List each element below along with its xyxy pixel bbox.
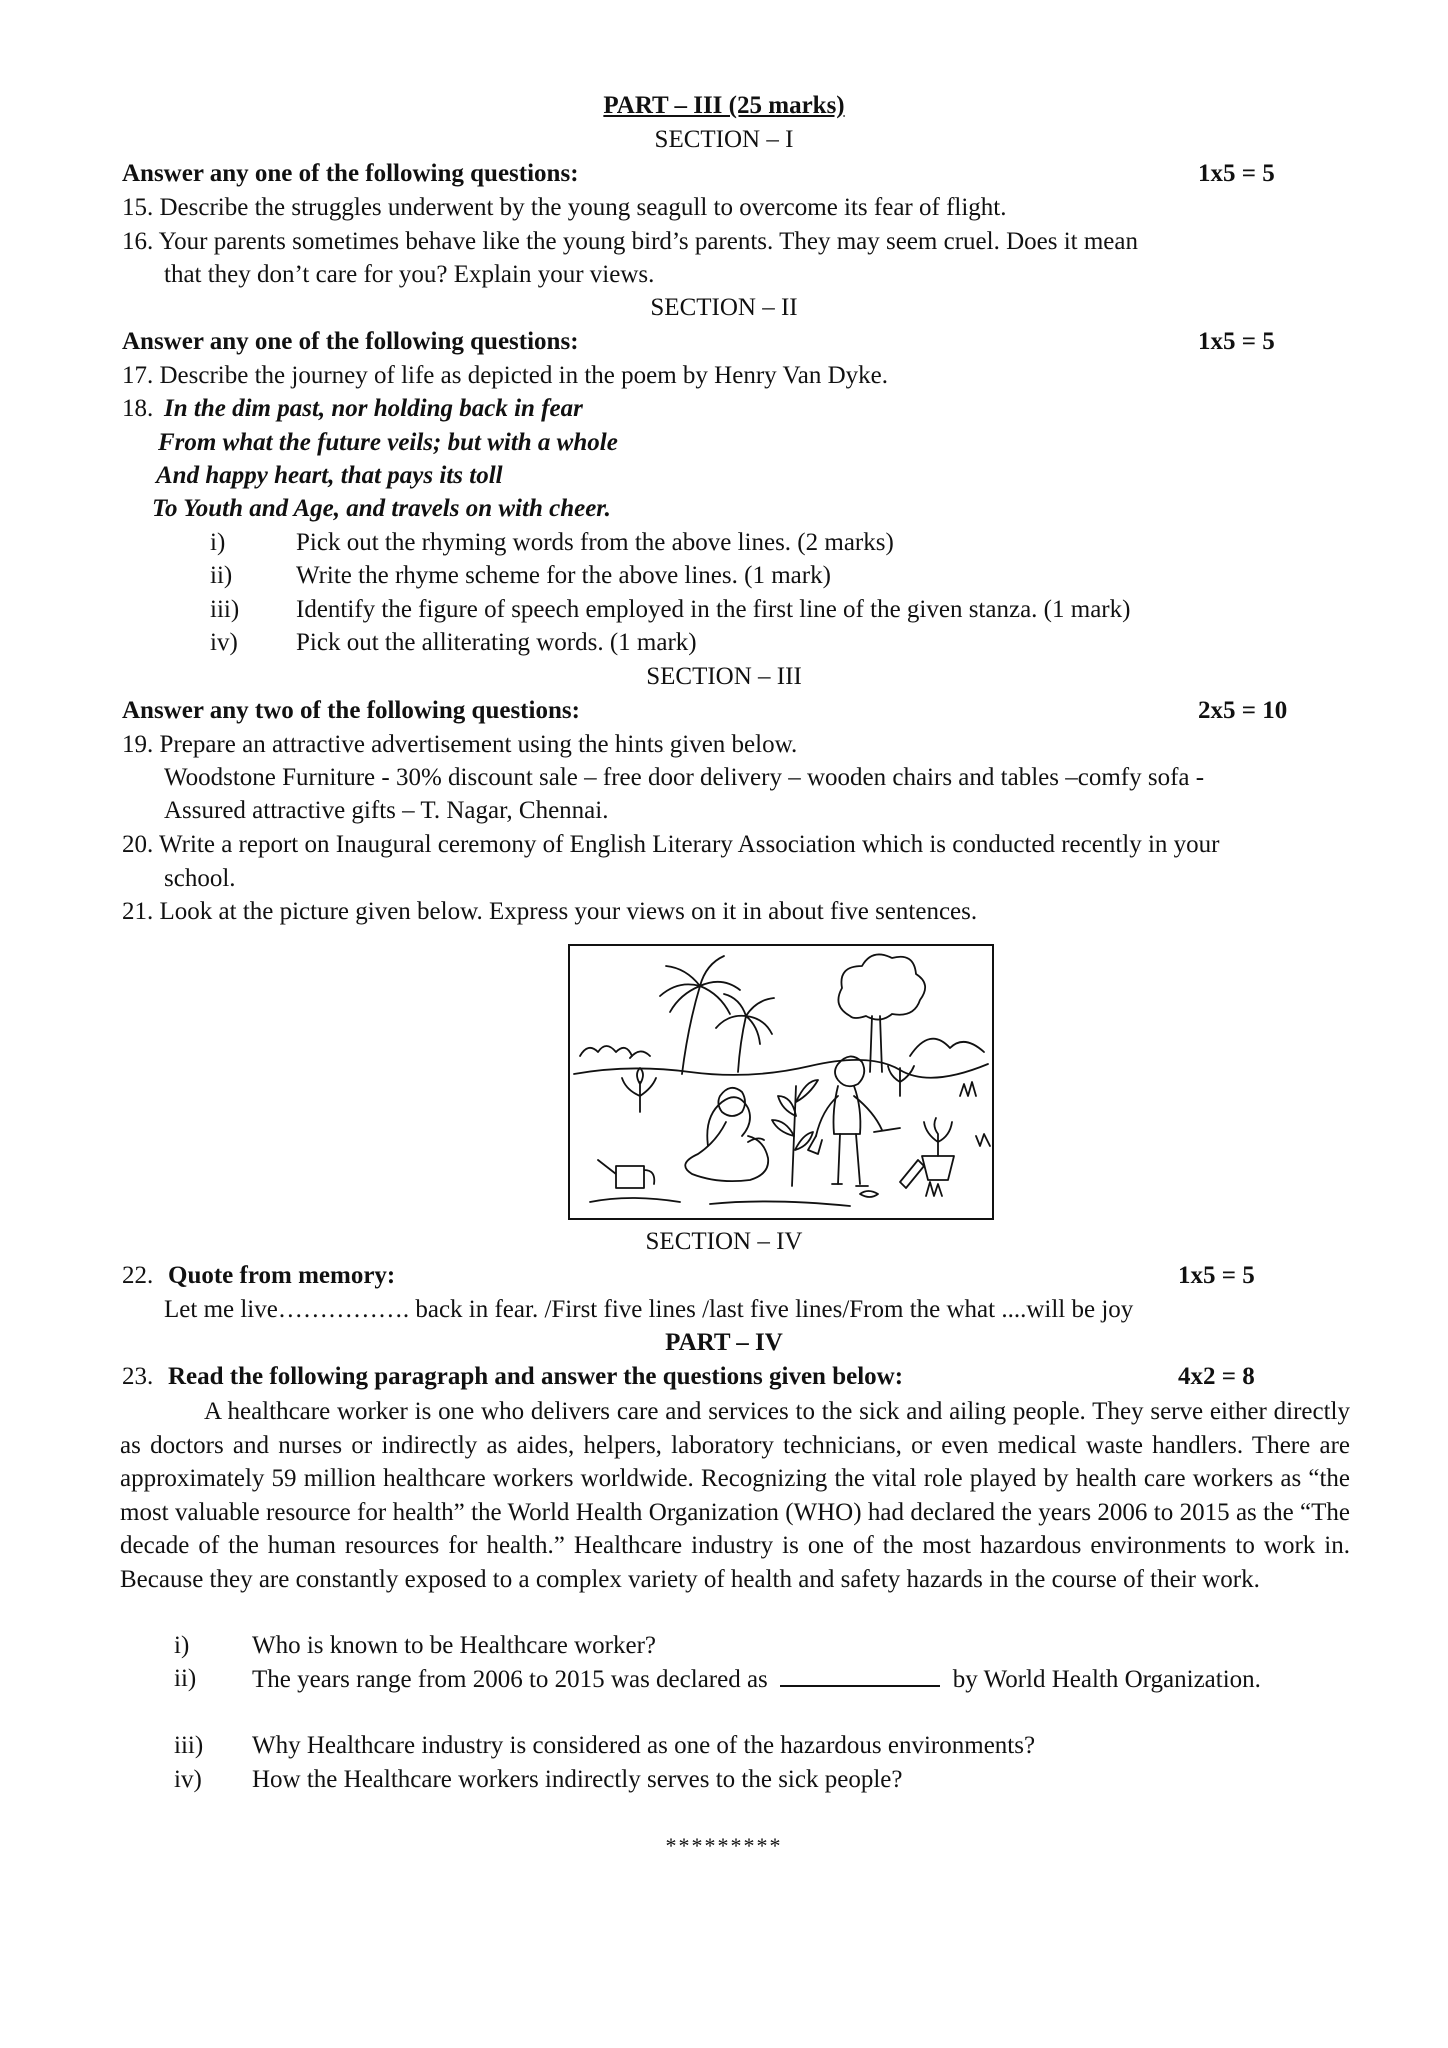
q23-iv-number: iv)	[174, 1766, 202, 1793]
planting-illustration	[568, 944, 994, 1220]
passage-text: A healthcare worker is one who delivers care and services to the sick and ailing people. They serve either directly as doctors and nurses or indirectly as aides, helpers, laboratory technicians, or even medical waste handlers. There are approximately 59 million healthcare workers worldwide. Recognizing the vital role played by health care workers as “the most valuable resource for health” the World Health Organization (WHO) had declared the years 2006 to 2015 as the “The decade of the human resources for health.” Healthcare industry is one of the most hazardous environments to work in. Because they are constantly exposed to a complex variety of health and safety hazards in the course of their work.	[120, 1398, 1350, 1593]
section3-instruction: Answer any two of the following questions:	[122, 697, 580, 724]
question-19-hint-2: Assured attractive gifts – T. Nagar, Chennai.	[164, 797, 609, 824]
section2-instruction: Answer any one of the following questions:	[122, 328, 579, 355]
subq-18-ii-number: ii)	[210, 562, 233, 589]
subq-18-iv: Pick out the alliterating words. (1 mark)	[296, 629, 697, 656]
question-16-line1: 16. Your parents sometimes behave like the young bird’s parents. They may seem cruel. Does it mean	[122, 228, 1138, 255]
part4-title: PART – IV	[665, 1329, 783, 1356]
section3-marks: 2x5 = 10	[1198, 697, 1288, 724]
answer-blank	[780, 1665, 940, 1687]
q23-i-number: i)	[174, 1632, 190, 1659]
question-21: 21. Look at the picture given below. Express your views on it in about five sentences.	[122, 898, 978, 925]
section4-heading: SECTION – IV	[645, 1228, 803, 1255]
question-18-number: 18.	[122, 395, 154, 422]
passage	[120, 1395, 1350, 1596]
poem-line-1: In the dim past, nor holding back in fear	[164, 395, 583, 422]
section1-marks: 1x5 = 5	[1198, 160, 1275, 187]
question-19: 19. Prepare an attractive advertisement using the hints given below.	[122, 731, 798, 758]
question-23-number: 23.	[122, 1363, 154, 1390]
question-22-number: 22.	[122, 1262, 154, 1289]
subq-18-i-number: i)	[210, 529, 226, 556]
end-mark: *********	[665, 1833, 783, 1858]
children-planting-drawing	[570, 946, 992, 1218]
q23-iii-number: iii)	[174, 1732, 204, 1759]
section3-heading: SECTION – III	[646, 663, 802, 690]
q23-ii-number: ii)	[174, 1665, 197, 1692]
section1-instruction: Answer any one of the following questions:	[122, 160, 579, 187]
q23-iii: Why Healthcare industry is considered as one of the hazardous environments?	[252, 1732, 1036, 1759]
subq-18-iii: Identify the figure of speech employed in the first line of the given stanza. (1 mark)	[296, 596, 1131, 623]
question-15: 15. Describe the struggles underwent by the young seagull to overcome its fear of flight.	[122, 194, 1007, 221]
subq-18-iv-number: iv)	[210, 629, 238, 656]
question-23-label: Read the following paragraph and answer the questions given below:	[168, 1363, 904, 1390]
subq-18-i: Pick out the rhyming words from the above lines. (2 marks)	[296, 529, 894, 556]
poem-line-4: To Youth and Age, and travels on with cheer.	[152, 495, 611, 522]
section1-heading: SECTION – I	[654, 126, 794, 153]
q23-ii-after: by World Health Organization.	[952, 1666, 1261, 1693]
q23-ii	[252, 1663, 1349, 1696]
part4-marks: 4x2 = 8	[1178, 1363, 1255, 1390]
question-20-line2: school.	[164, 865, 236, 892]
subq-18-iii-number: iii)	[210, 596, 240, 623]
question-16-line2: that they don’t care for you? Explain your views.	[164, 261, 655, 288]
q23-iv: How the Healthcare workers indirectly serves to the sick people?	[252, 1766, 903, 1793]
q23-i: Who is known to be Healthcare worker?	[252, 1632, 657, 1659]
part3-title: PART – III (25 marks)	[603, 92, 845, 119]
section4-marks: 1x5 = 5	[1178, 1262, 1255, 1289]
poem-line-3: And happy heart, that pays its toll	[156, 462, 503, 489]
question-22-text: Let me live……………. back in fear. /First five lines /last five lines/From the what ....will be joy	[164, 1296, 1134, 1323]
subq-18-ii: Write the rhyme scheme for the above lines. (1 mark)	[296, 562, 831, 589]
question-17: 17. Describe the journey of life as depicted in the poem by Henry Van Dyke.	[122, 362, 888, 389]
poem-line-2: From what the future veils; but with a whole	[158, 429, 618, 456]
section2-heading: SECTION – II	[650, 294, 798, 321]
section2-marks: 1x5 = 5	[1198, 328, 1275, 355]
question-20-line1: 20. Write a report on Inaugural ceremony of English Literary Association which is conducted recently in your	[122, 831, 1220, 858]
question-22-label: Quote from memory:	[168, 1262, 396, 1289]
question-19-hint-1: Woodstone Furniture - 30% discount sale – free door delivery – wooden chairs and tables –comfy sofa -	[164, 764, 1205, 791]
q23-ii-before: The years range from 2006 to 2015 was declared as	[252, 1666, 768, 1693]
